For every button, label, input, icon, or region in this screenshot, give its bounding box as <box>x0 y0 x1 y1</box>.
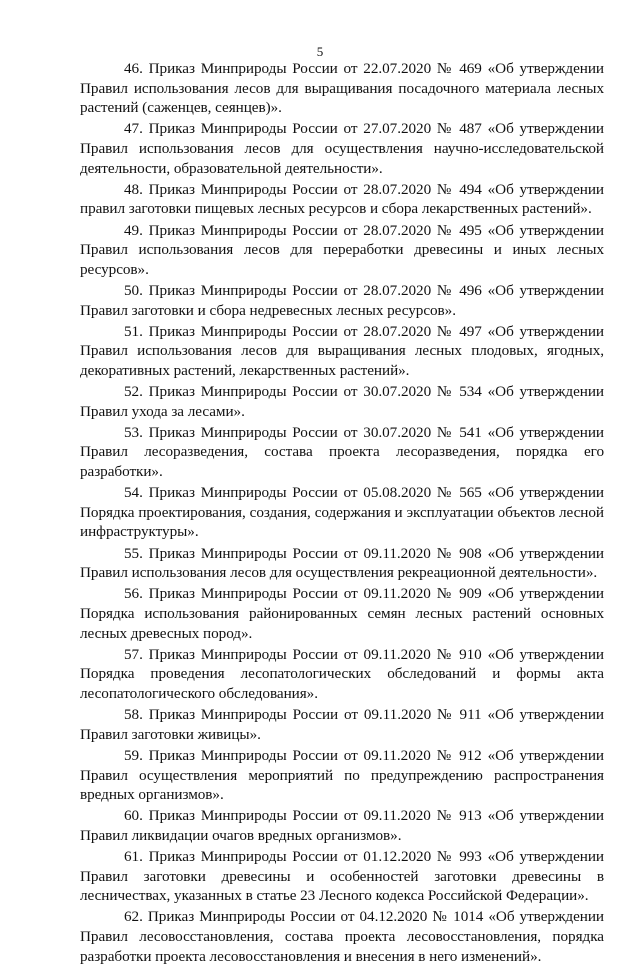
page-number: 5 <box>316 44 324 59</box>
list-item: 51. Приказ Минприроды России от 28.07.2020 № 497 «Об утверждении Правил использования лесов для выращивания лесных плодовых, ягодных, декоративных растений, лекарственных растений». <box>80 322 604 379</box>
list-item: 53. Приказ Минприроды России от 30.07.2020 № 541 «Об утверждении Правил лесоразведения, состава проекта лесоразведения, порядка его разработки». <box>80 423 604 481</box>
list-item: 49. Приказ Минприроды России от 28.07.2020 № 495 «Об утверждении Правил использования лесов для переработки древесины и иных лесных ресурсов». <box>80 221 604 278</box>
list-item: 50. Приказ Минприроды России от 28.07.2020 № 496 «Об утверждении Правил заготовки и сбора недревесных лесных ресурсов». <box>80 281 604 319</box>
list-item: 59. Приказ Минприроды России от 09.11.2020 № 912 «Об утверждении Правил осуществления мероприятий по предупреждению распространения вредных организмов». <box>80 746 604 804</box>
list-item: 48. Приказ Минприроды России от 28.07.2020 № 494 «Об утверждении правил заготовки пищевых лесных ресурсов и сбора лекарственных растений». <box>80 180 604 218</box>
list-item: 62. Приказ Минприроды России от 04.12.2020 № 1014 «Об утверждении Правил лесовосстановления, состава проекта лесовосстановления, порядка разработки проекта лесовосстановления и внесения в него изменений». <box>80 908 604 965</box>
list-item: 52. Приказ Минприроды России от 30.07.2020 № 534 «Об утверждении Правил ухода за лесами». <box>80 383 604 420</box>
list-item: 58. Приказ Минприроды России от 09.11.2020 № 911 «Об утверждении Правил заготовки живицы». <box>80 706 604 743</box>
list-item: 57. Приказ Минприроды России от 09.11.2020 № 910 «Об утверждении Порядка проведения лесопатологических обследований и формы акта лесопатологического обследования». <box>80 645 604 702</box>
list-item: 47. Приказ Минприроды России от 27.07.2020 № 487 «Об утверждении Правил использования лесов для осуществления научно-исследовательской деятельности, образовательной деятельности». <box>80 120 604 177</box>
list-item: 55. Приказ Минприроды России от 09.11.2020 № 908 «Об утверждении Правил использования лесов для осуществления рекреационной деятельности». <box>80 544 604 582</box>
list-item: 56. Приказ Минприроды России от 09.11.2020 № 909 «Об утверждении Порядка использования районированных семян лесных растений основных лесных древесных пород». <box>80 585 604 642</box>
list-item: 46. Приказ Минприроды России от 22.07.2020 № 469 «Об утверждении Правил использования лесов для выращивания посадочного материала лесных растений (саженцев, сеянцев)». <box>80 60 604 117</box>
list-item: 60. Приказ Минприроды России от 09.11.2020 № 913 «Об утверждении Правил ликвидации очагов вредных организмов». <box>80 807 604 844</box>
order-list <box>80 59 604 968</box>
list-item: 54. Приказ Минприроды России от 05.08.2020 № 565 «Об утверждении Порядка проектирования, создания, содержания и эксплуатации объектов лесной инфраструктуры». <box>80 484 604 541</box>
list-item: 61. Приказ Минприроды России от 01.12.2020 № 993 «Об утверждении Правил заготовки древесины и особенностей заготовки древесины в лесничествах, указанных в статье 23 Лесного кодекса Российской Федерации». <box>80 848 604 905</box>
